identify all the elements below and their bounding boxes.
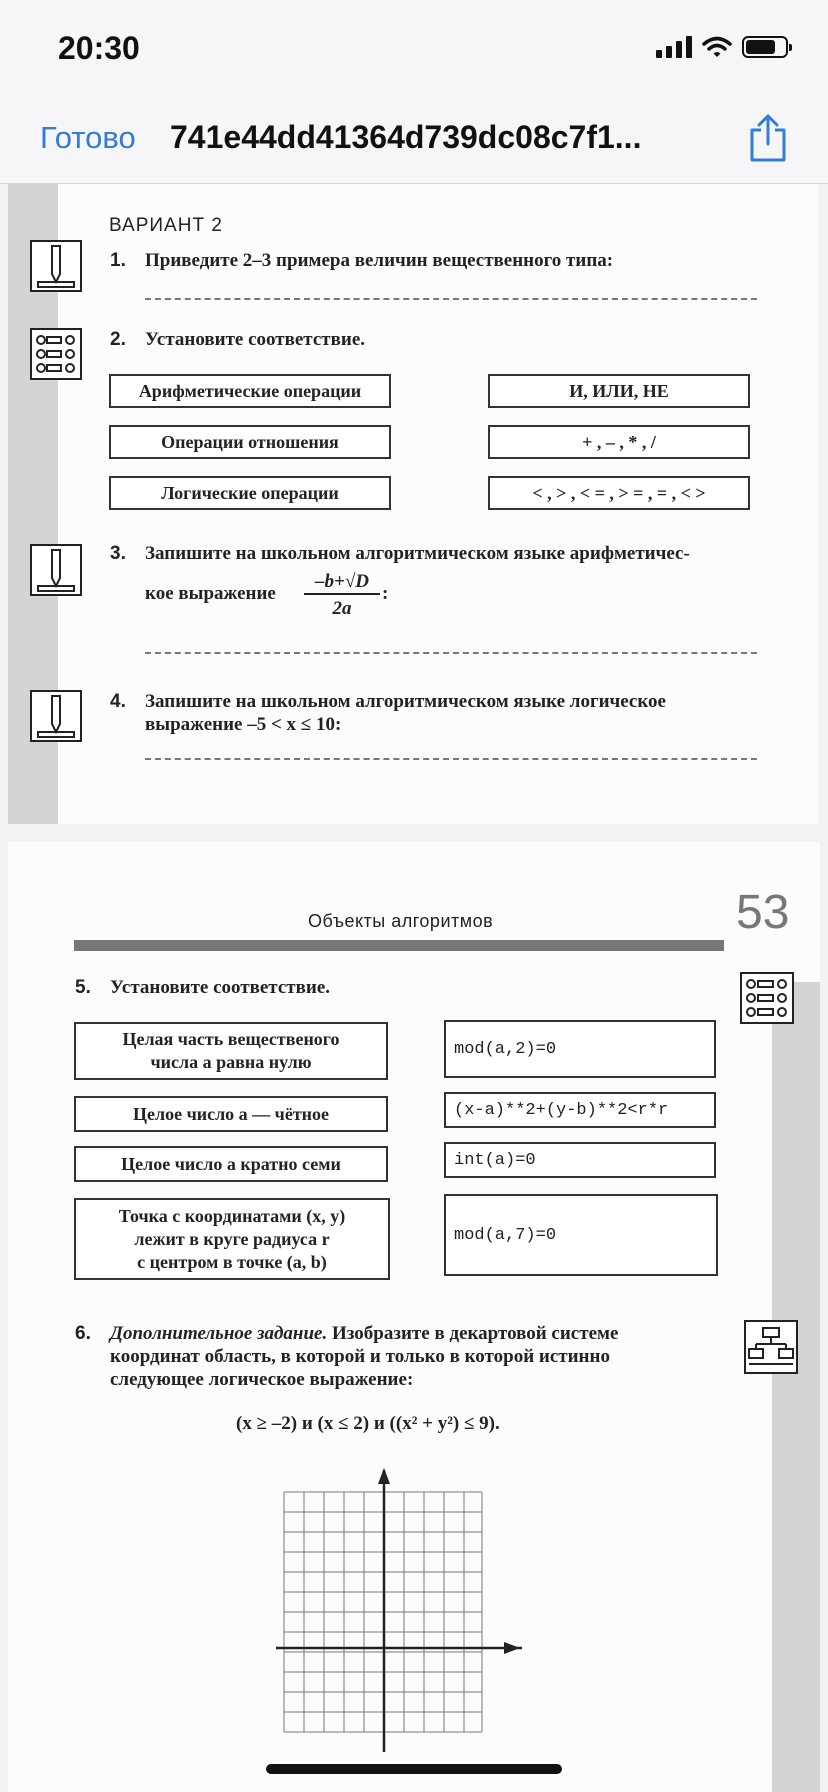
variant-heading: ВАРИАНТ 2: [109, 215, 223, 236]
q2-text: Установите соответствие.: [145, 329, 366, 350]
q3-tail: :: [382, 583, 389, 604]
q5-left-line: лежит в круге радиуса r: [134, 1228, 330, 1249]
q5-number: 5.: [75, 977, 91, 998]
home-indicator[interactable]: [266, 1764, 562, 1774]
q5-left-line: Целое число a кратно семи: [121, 1153, 341, 1174]
y-axis-arrow: [378, 1468, 390, 1484]
q5-right-item: int(a)=0: [444, 1142, 716, 1178]
q4-text-line2: выражение –5 < x ≤ 10:: [145, 714, 342, 735]
share-icon[interactable]: [744, 112, 792, 164]
q5-right-item: mod(a,7)=0: [444, 1194, 718, 1276]
q1-number: 1.: [110, 250, 126, 271]
flowchart-task-icon: [744, 1320, 798, 1374]
q2-right-item: И, ИЛИ, НЕ: [488, 374, 750, 408]
q4-number: 4.: [110, 691, 126, 712]
q6-formula: (x ≥ –2) и (x ≤ 2) и ((x² + y²) ≤ 9).: [236, 1413, 500, 1434]
q5-left-line: Целая часть вещественого: [122, 1029, 340, 1049]
pencil-task-icon: [30, 690, 82, 742]
done-button[interactable]: Готово: [40, 120, 136, 155]
q5-left-item: [74, 1198, 390, 1280]
nav-bar: [0, 92, 828, 184]
q3-number: 3.: [110, 543, 126, 564]
matching-task-icon: [30, 328, 82, 380]
q2-right-item: < , > , < = , > = , = , < >: [488, 476, 750, 510]
coordinate-grid: [264, 1462, 544, 1772]
q5-right-item: mod(a,2)=0: [444, 1020, 716, 1078]
battery-icon: [742, 36, 788, 58]
q6-line1: [110, 1322, 618, 1345]
q6-line2: координат область, в которой и только в которой истинно: [110, 1346, 610, 1367]
status-time: 20:30: [58, 30, 140, 66]
cellular-signal-icon: [656, 36, 692, 58]
q3-answer-line: [145, 652, 757, 654]
status-bar: [0, 0, 828, 92]
q6-italic-lead: Дополнительное задание.: [110, 1323, 328, 1344]
q2-left-item: Логические операции: [109, 476, 391, 510]
q2-left-item: Операции отношения: [109, 425, 391, 459]
q2-left-item: Арифметические операции: [109, 374, 391, 408]
q6-line3: следующее логическое выражение:: [110, 1369, 414, 1390]
matching-task-icon: [740, 972, 794, 1024]
q5-left-line: Целое число a — чётное: [132, 1103, 330, 1124]
q3-text-line1: Запишите на школьном алгоритмическом языке арифметичес-: [145, 543, 690, 564]
q3-text-line2: кое выражение: [145, 583, 276, 604]
header-rule: [74, 940, 724, 951]
page-number: 53: [736, 886, 790, 939]
q5-left-item: [74, 1022, 388, 1080]
q1-text: Приведите 2–3 примера величин вещественного типа:: [145, 250, 614, 271]
pencil-task-icon: [30, 240, 82, 292]
page-margin-stripe: [772, 982, 820, 1792]
status-icons: [656, 36, 788, 58]
running-header: Объекты алгоритмов: [308, 911, 494, 931]
q2-right-item: + , – , * , /: [488, 425, 750, 459]
document-page-1: [8, 184, 818, 824]
pencil-task-icon: [30, 544, 82, 596]
q1-answer-line: [145, 298, 757, 300]
q6-line1-rest: Изобразите в декартовой системе: [331, 1323, 619, 1344]
q2-number: 2.: [110, 329, 126, 350]
document-title: 741e44dd41364d739dc08c7f1...: [170, 119, 642, 155]
q3-fraction-denominator: 2a: [332, 598, 352, 619]
q5-left-line: с центром в точке (a, b): [137, 1251, 327, 1272]
q5-left-item: [74, 1146, 388, 1182]
q5-left-line: Точка с координатами (x, y): [118, 1205, 346, 1226]
q3-fraction-bar: [304, 593, 380, 595]
q5-text: Установите соответствие.: [110, 977, 331, 998]
wifi-icon: [702, 36, 732, 58]
q4-text-line1: Запишите на школьном алгоритмическом языке логическое: [145, 691, 666, 712]
q5-left-item: [74, 1096, 388, 1132]
x-axis-arrow: [504, 1642, 520, 1654]
q6-number: 6.: [75, 1323, 91, 1344]
battery-level: [746, 40, 775, 54]
q5-left-line: числа a равна нулю: [150, 1052, 312, 1072]
q5-right-item: (x-a)**2+(y-b)**2<r*r: [444, 1092, 716, 1128]
q4-answer-line: [145, 758, 757, 760]
q3-fraction-numerator: –b+√D: [315, 571, 369, 592]
document-page-2: [8, 842, 820, 1792]
